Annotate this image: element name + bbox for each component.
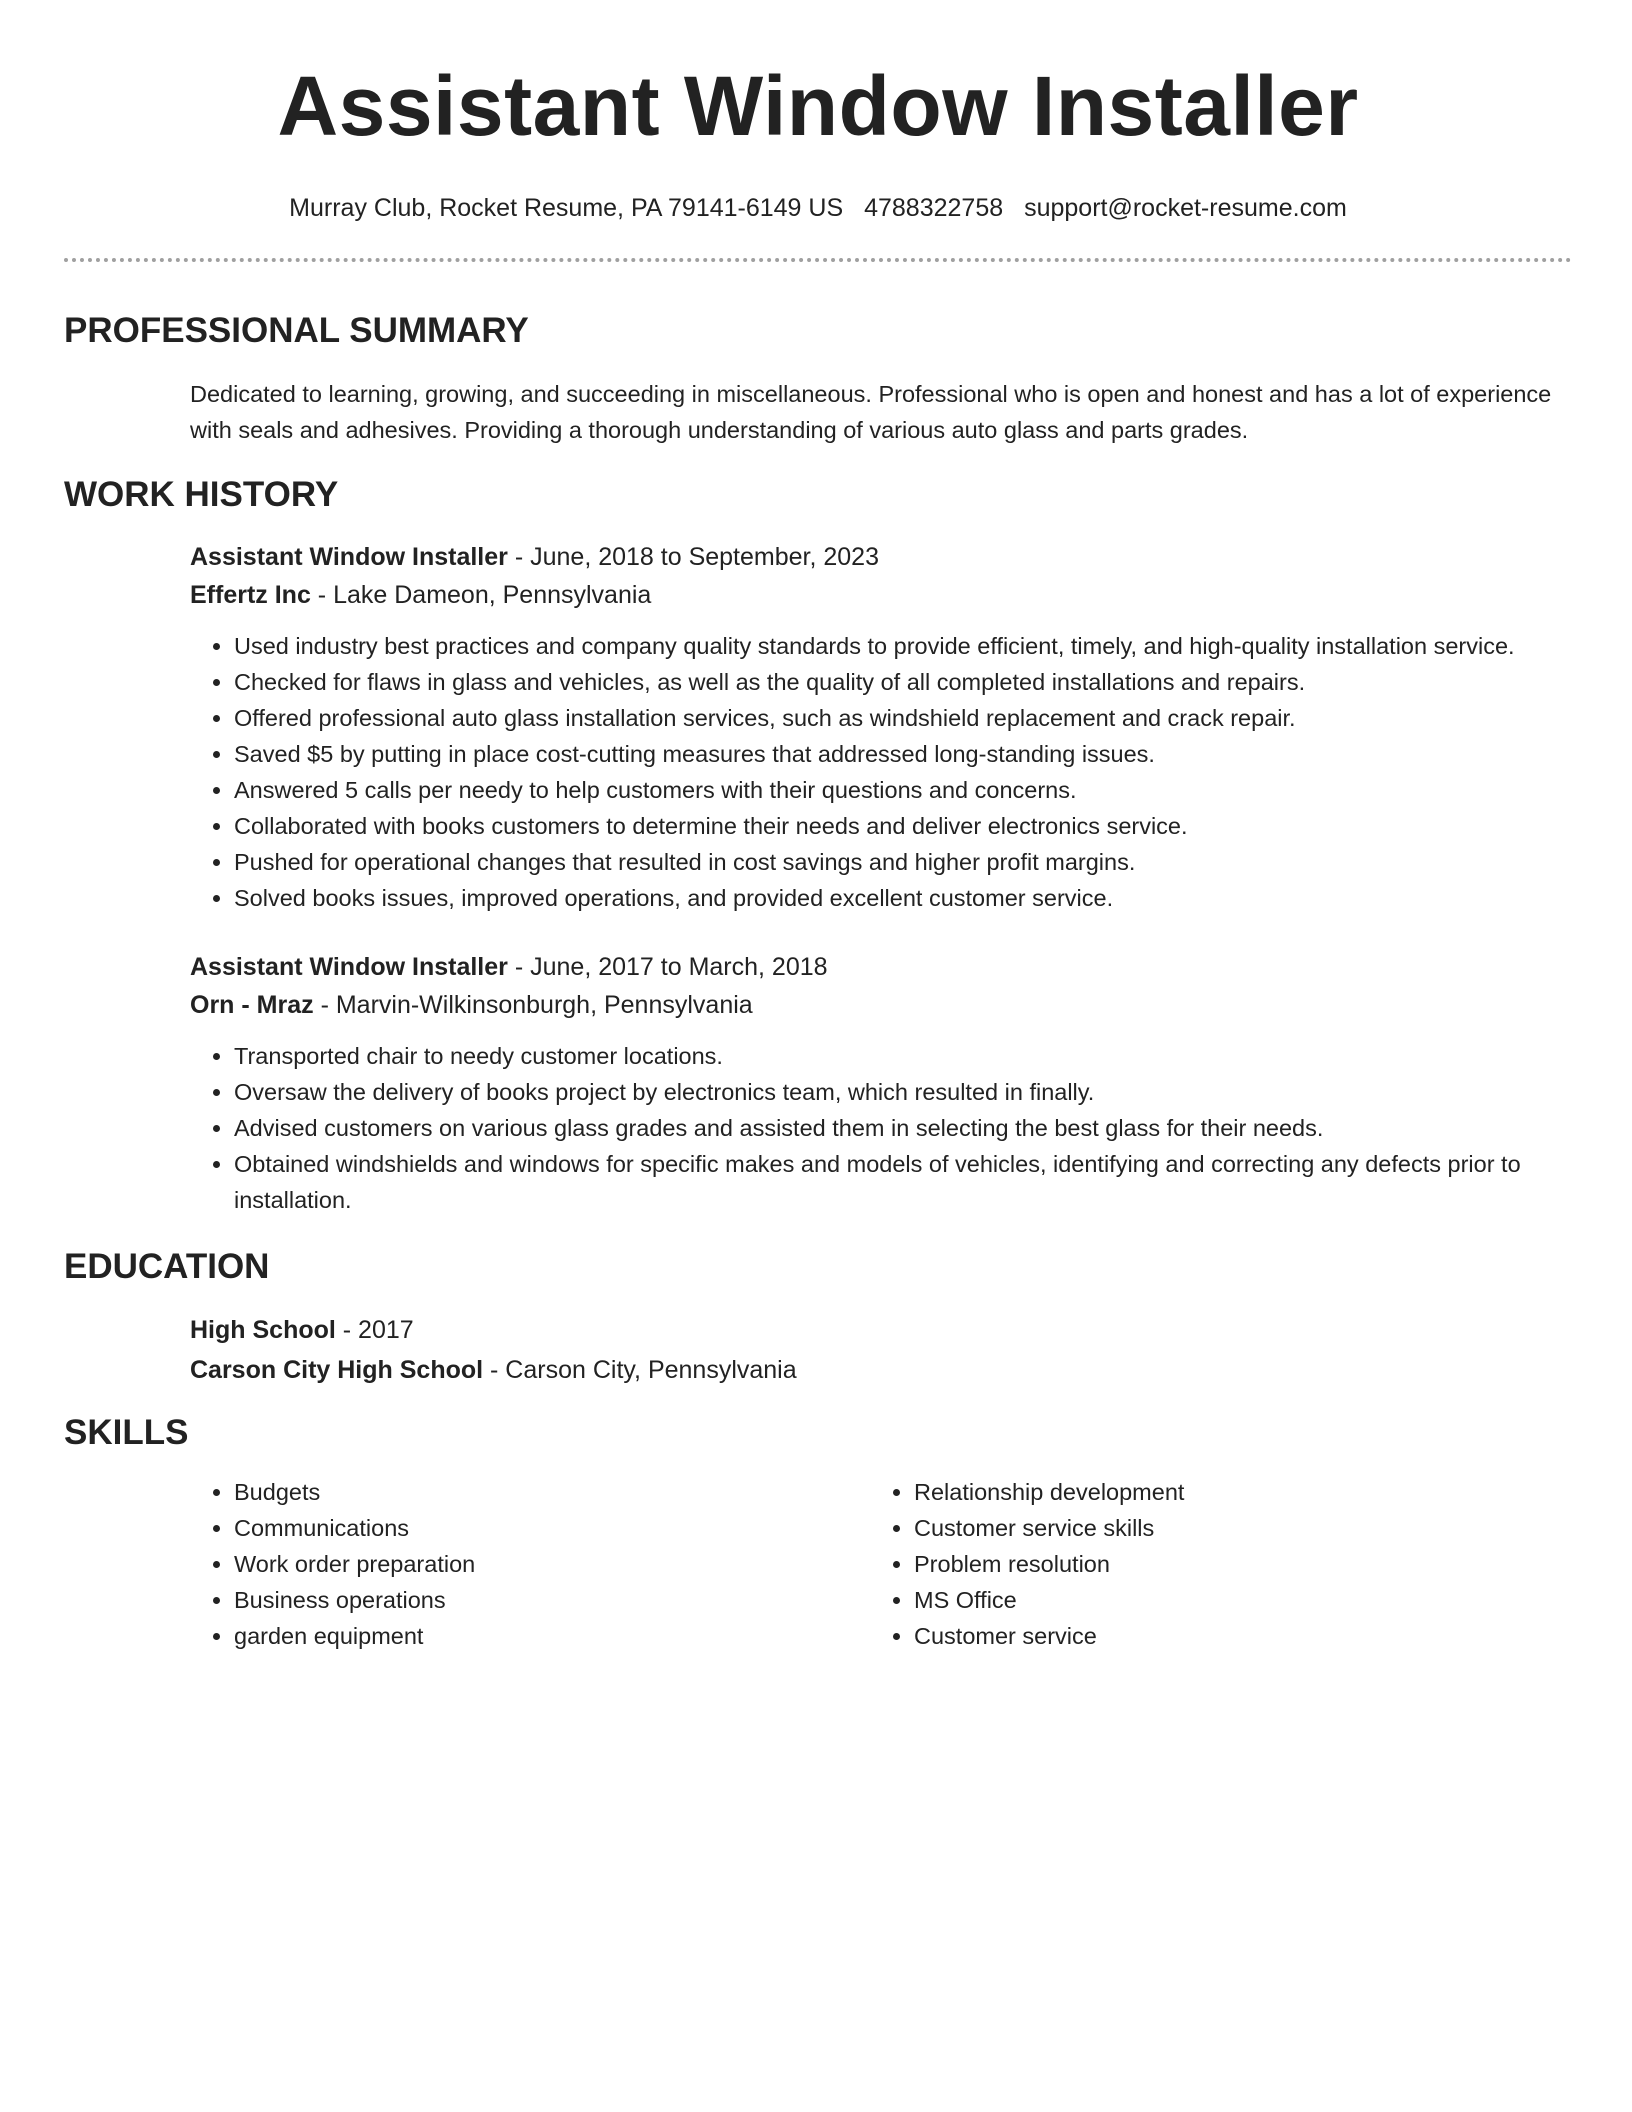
job-title-line <box>190 948 1572 986</box>
list-item: • Obtained windshields and windows for specific makes and models of vehicles, identifying and correcting any defects prior to installation. <box>234 1146 1572 1218</box>
list-item: • Communications <box>234 1510 870 1546</box>
education-entry <box>190 1310 1572 1390</box>
skills-list-right <box>870 1474 1550 1654</box>
job-location: - Lake Dameon, Pennsylvania <box>310 581 652 609</box>
summary-text: Dedicated to learning, growing, and succeeding in miscellaneous. Professional who is open and honest and has a lot of experience with seals and adhesives. Providing a thorough understanding of various auto glass and parts grades. <box>190 381 1552 443</box>
list-item: • Business operations <box>234 1582 870 1618</box>
skills-columns <box>190 1474 1572 1654</box>
summary-section <box>64 310 1572 448</box>
job-role: Assistant Window Installer <box>190 543 508 571</box>
job-role: Assistant Window Installer <box>190 953 508 981</box>
skills-list-left <box>190 1474 870 1654</box>
list-item: • Offered professional auto glass installation services, such as windshield replacement and crack repair. <box>234 700 1572 736</box>
education-school-line <box>190 1350 1572 1390</box>
list-item: • Oversaw the delivery of books project by electronics team, which resulted in finally. <box>234 1074 1572 1110</box>
list-item: • Advised customers on various glass grades and assisted them in selecting the best glass for their needs. <box>234 1110 1572 1146</box>
contact-line <box>64 192 1572 224</box>
list-item: • Solved books issues, improved operations, and provided excellent customer service. <box>234 880 1572 916</box>
list-item: • Work order preparation <box>234 1546 870 1582</box>
header-divider <box>64 258 1572 262</box>
resume-page <box>64 0 1572 1654</box>
list-item: • Answered 5 calls per needy to help customers with their questions and concerns. <box>234 772 1572 808</box>
list-item: • Saved $5 by putting in place cost-cutting measures that addressed long-standing issues. <box>234 736 1572 772</box>
list-item: • Collaborated with books customers to determine their needs and deliver electronics service. <box>234 808 1572 844</box>
job-location: - Marvin-Wilkinsonburgh, Pennsylvania <box>313 991 753 1019</box>
work-section <box>64 474 1572 1218</box>
job-company: Effertz Inc <box>190 581 311 609</box>
list-item: • Relationship development <box>914 1474 1550 1510</box>
skills-column-left <box>190 1474 870 1654</box>
list-item: • Checked for flaws in glass and vehicles, as well as the quality of all completed installations and repairs. <box>234 664 1572 700</box>
list-item: • Problem resolution <box>914 1546 1550 1582</box>
job-dates: - June, 2017 to March, 2018 <box>507 953 828 981</box>
education-degree-line <box>190 1310 1572 1350</box>
education-location: - Carson City, Pennsylvania <box>483 1356 797 1384</box>
job-company-line <box>190 576 1572 614</box>
summary-title: PROFESSIONAL SUMMARY <box>64 311 529 350</box>
contact-email: support@rocket-resume.com <box>1024 194 1347 222</box>
skills-title: SKILLS <box>64 1413 189 1452</box>
list-item: • Customer service <box>914 1618 1550 1654</box>
job-company-line <box>190 986 1572 1024</box>
skills-section <box>64 1412 1572 1654</box>
list-item: • garden equipment <box>234 1618 870 1654</box>
education-title: EDUCATION <box>64 1247 270 1286</box>
job-bullets <box>190 1038 1572 1218</box>
education-degree: High School <box>190 1316 336 1344</box>
work-title: WORK HISTORY <box>64 475 339 514</box>
job-company: Orn - Mraz <box>190 991 314 1019</box>
education-year: - 2017 <box>335 1316 414 1344</box>
list-item: • Budgets <box>234 1474 870 1510</box>
contact-phone: 4788322758 <box>864 194 1004 222</box>
contact-address: Murray Club, Rocket Resume, PA 79141-6149 US <box>289 194 844 222</box>
list-item: • Pushed for operational changes that resulted in cost savings and higher profit margins. <box>234 844 1572 880</box>
education-school: Carson City High School <box>190 1356 484 1384</box>
list-item: • Customer service skills <box>914 1510 1550 1546</box>
list-item: • Used industry best practices and company quality standards to provide efficient, timely, and high-quality installation service. <box>234 628 1572 664</box>
job-entry <box>190 538 1572 916</box>
list-item: • MS Office <box>914 1582 1550 1618</box>
job-title-line <box>190 538 1572 576</box>
job-dates: - June, 2018 to September, 2023 <box>507 543 879 571</box>
job-bullets <box>190 628 1572 916</box>
candidate-name: Assistant Window Installer <box>277 59 1359 153</box>
education-section <box>64 1246 1572 1390</box>
skills-column-right <box>870 1474 1550 1654</box>
list-item: • Transported chair to needy customer locations. <box>234 1038 1572 1074</box>
job-entry <box>190 948 1572 1218</box>
